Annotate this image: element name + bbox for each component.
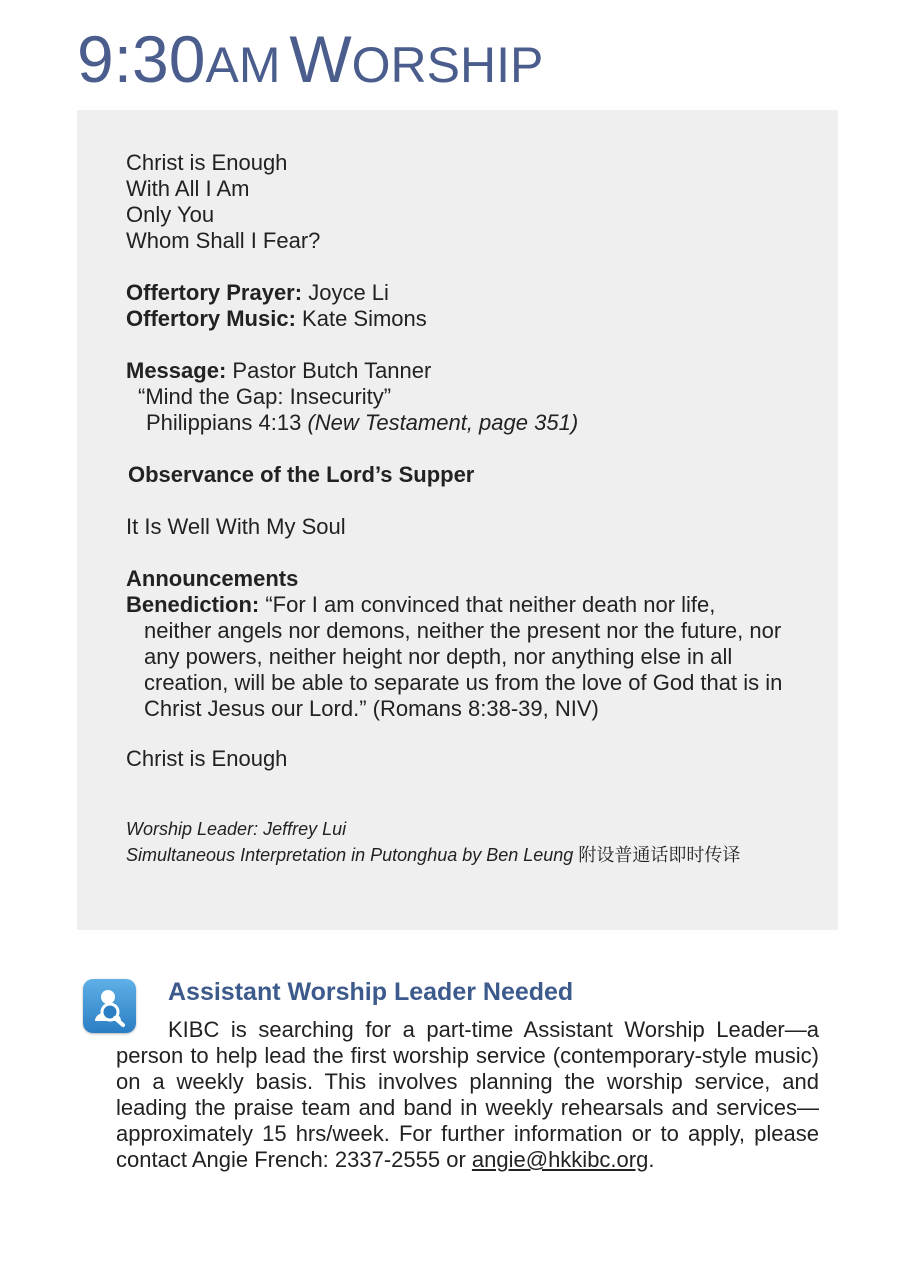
observance-heading: Observance of the Lord’s Supper	[128, 462, 475, 487]
message-label: Message:	[126, 358, 227, 383]
title-am: AM	[205, 37, 281, 93]
interpretation-text: Simultaneous Interpretation in Putonghua by Ben Leung	[126, 845, 574, 865]
benediction-text: neither angels nor demons, neither the present nor the future, nor any powers, neither height nor depth, nor anything else in all creation, will be able to separate us from the love of God that is in Christ Jesus our Lord.” (Romans 8:38-39, NIV)	[144, 618, 783, 721]
program-box	[77, 110, 838, 930]
offertory-music-name: Kate Simons	[302, 306, 427, 331]
song-opening-3: Only You	[126, 202, 215, 227]
notice-title: Assistant Worship Leader Needed	[168, 978, 574, 1006]
offertory-music	[126, 306, 826, 332]
benediction-label: Benediction:	[126, 592, 260, 617]
message-title: “Mind the Gap: Insecurity”	[138, 384, 392, 409]
offertory-prayer-label: Offertory Prayer:	[126, 280, 303, 305]
notice-body-end: .	[648, 1147, 655, 1172]
benediction-first: “For I am convinced that neither death nor life,	[265, 592, 716, 617]
offertory-prayer-name: Joyce Li	[308, 280, 389, 305]
song-communion: It Is Well With My Soul	[126, 514, 346, 539]
interpretation-cjk: 附设普通话即时传译	[578, 845, 741, 866]
message-speaker: Pastor Butch Tanner	[232, 358, 432, 383]
song-closing: Christ is Enough	[126, 746, 288, 771]
message-scripture-note: (New Testament, page 351)	[307, 410, 579, 435]
song-opening-2: With All I Am	[126, 176, 250, 201]
song-opening-4: Whom Shall I Fear?	[126, 228, 321, 253]
interpretation-credit	[126, 842, 826, 869]
message-scripture: Philippians 4:13	[146, 410, 302, 435]
song-opening-1: Christ is Enough	[126, 150, 288, 175]
title-w: W	[289, 22, 352, 96]
benediction-first-line	[126, 592, 826, 618]
credits	[126, 816, 826, 869]
title-time: 9:30	[77, 22, 206, 96]
offertory-prayer	[126, 280, 826, 306]
message-scripture-line	[126, 410, 826, 436]
title-rest: ORSHIP	[351, 37, 544, 93]
notice-body-text: KIBC is searching for a part-time Assistant Worship Leader—a person to help lead the first worship service (contemporary-style music) on a weekly basis. This involves planning the worship service, and leading the praise team and band in weekly rehearsals and services—approximately 15 hrs/week. For further information or to apply, please contact Angie French: 2337-2555 or	[116, 1017, 819, 1172]
page-title	[77, 22, 544, 96]
worship-leader-credit: Worship Leader: Jeffrey Lui	[126, 819, 347, 839]
contact-email-link[interactable]: angie@hkkibc.org	[471, 1147, 649, 1172]
message-line	[126, 358, 826, 384]
announcements-heading: Announcements	[126, 566, 299, 591]
program-list	[126, 150, 826, 869]
notice-body	[116, 1017, 819, 1173]
offertory-music-label: Offertory Music:	[126, 306, 296, 331]
